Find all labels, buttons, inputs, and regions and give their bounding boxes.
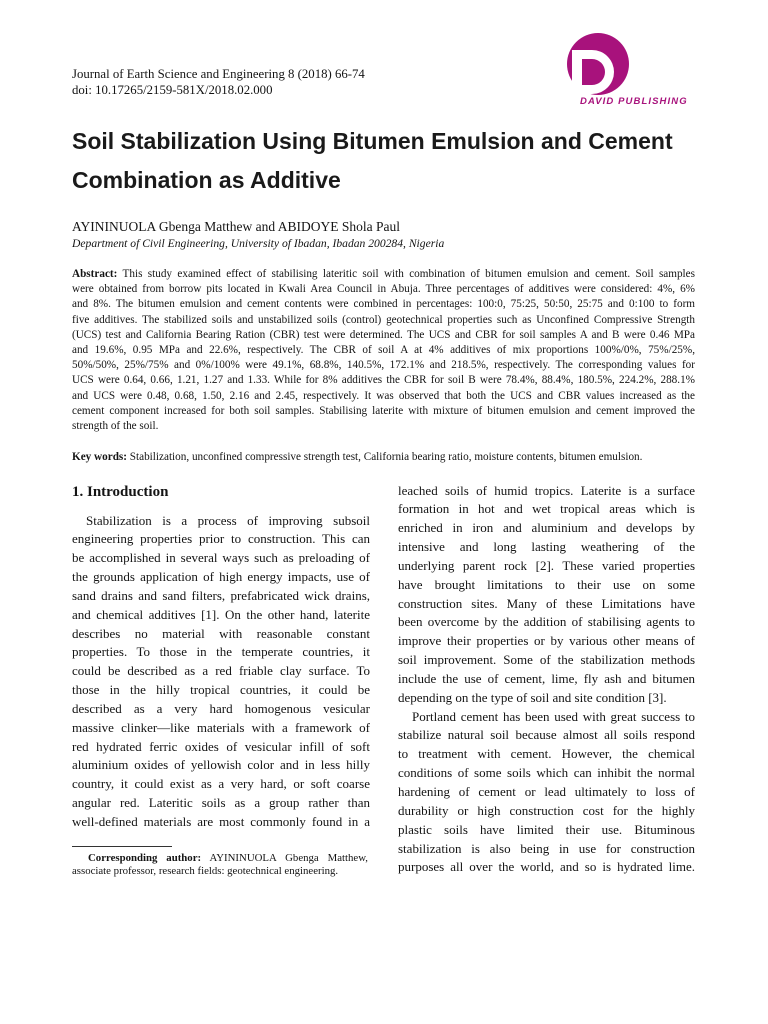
body-line: be accomplished in several ways such as preloading of <box>72 550 370 566</box>
title-line: Combination as Additive <box>72 167 341 193</box>
body-line: plastic soils have limited their use. Bituminous <box>398 821 695 837</box>
footnote <box>72 852 368 878</box>
body-line: engineering properties prior to construction. This can <box>72 531 370 547</box>
body-line: and chemical additives [1]. On the other hand, laterite <box>72 606 370 622</box>
journal-header <box>72 66 365 98</box>
body-line: described as a very hard homogenous vesicular <box>72 700 370 716</box>
keywords-label: Key words: <box>72 451 127 463</box>
title-line: Soil Stabilization Using Bitumen Emulsion and Cement <box>72 128 673 154</box>
body-line: Stabilization is a process of improving subsoil <box>86 512 370 528</box>
abstract-line: strength of the soil. <box>72 419 159 432</box>
section-heading: 1. Introduction <box>72 484 169 500</box>
body-line: could be described as a red friable clay surface. To <box>72 663 370 679</box>
abstract-line: UCS were 0.64, 0.66, 1.21, 1.27 and 1.33. While for 8% additives the CBR for soil B were 78.4%, 88.4%, 180.5%, 224.2%, 288.1% <box>72 374 695 387</box>
body-line: been overcome by the addition of stabilising agents to <box>398 614 695 630</box>
left-column <box>72 512 370 832</box>
body-line: to treatment with cement. However, the chemical <box>398 746 695 762</box>
body-line: stabilize natural soil because almost all soils respond <box>398 727 695 743</box>
body-line: sand drains and sand filters, prefabricated wick drains, <box>72 587 370 603</box>
body-line: conditions of some soils which can inhibit the normal <box>398 765 695 781</box>
body-line: depending on the type of soil and site condition [3]. <box>398 689 667 705</box>
body-line: Portland cement has been used with great success to <box>412 708 695 724</box>
affiliation: Department of Civil Engineering, University of Ibadan, Ibadan 200284, Nigeria <box>72 237 445 250</box>
body-line: the grounds application of high energy impacts, use of <box>72 569 370 585</box>
body-line: durability or high construction cost for the highly <box>398 802 695 818</box>
footnote-text: AYININUOLA Gbenga Matthew, <box>209 851 368 864</box>
body-line: intensive and long lasting weathering of the <box>398 539 695 555</box>
abstract-label: Abstract: <box>72 268 118 280</box>
body-line: leached soils of humid tropics. Laterite is a surface <box>398 482 695 498</box>
abstract-line: five additives. The stabilized soils and unstabilized soils (control) geotechnical properties such as Unconfined Compressive Strength <box>72 313 695 326</box>
abstract-line: and 19.6%, 0.95 MPa and 22.6%, respectively. The CBR of soil A at 4% additives of mix proportions 100%/0%, 75%/25%, <box>72 343 695 356</box>
body-line: soil improvement. Some of the stabilization methods <box>398 652 695 668</box>
abstract <box>72 267 695 434</box>
body-line: properties. To those in the temperate countries, it <box>72 644 370 660</box>
body-line: aluminium oxides of yellowish color and in less hilly <box>72 757 370 773</box>
body-line: describes no material with reasonable constant <box>72 625 370 641</box>
body-line: have brought limitations to their use on some <box>398 576 695 592</box>
body-line: purposes all over the world, and so is hydrated lime. <box>398 859 695 875</box>
abstract-line <box>72 267 695 282</box>
journal-citation: Journal of Earth Science and Engineering 8 (2018) 66-74 <box>72 67 365 81</box>
body-line: massive clinker—like materials with a framework of <box>72 719 370 735</box>
footnote-divider <box>72 846 172 847</box>
body-line: underlying parent rock [2]. These varied properties <box>398 557 695 573</box>
abstract-line: and UCS were 0.48, 0.68, 1.50, 2.16 and 2.45, respectively. It was observed that both the UCS and CBR values increased as the <box>72 389 695 402</box>
abstract-line: were obtained from borrow pits located in Kwali Area Council in Abuja. Three percentages of additives were considered: 4%, 6% <box>72 283 695 296</box>
doi: doi: 10.17265/2159-581X/2018.02.000 <box>72 83 273 97</box>
footnote-line <box>72 852 368 865</box>
publisher-logo-mark <box>560 28 636 100</box>
keywords <box>72 449 695 465</box>
abstract-line: 50%/50%, 25%/75% and 0%/100% were 49.1%, 68.8%, 140.5%, 172.1% and 218.5%, respectively. The corresponding values for <box>72 359 695 372</box>
right-column <box>398 482 695 878</box>
body-line: angular red. Lateritic soils as a group rather than <box>72 795 370 811</box>
abstract-line: (UCS) test and California Bearing Ration (CBR) test were determined. The UCS and CBR for soil samples A and B were 0.46 MPa <box>72 328 695 341</box>
body-line: hardening of cement or lead ultimately to loss of <box>398 784 695 799</box>
body-line: formation in hot and wet tropical areas which is <box>398 501 695 517</box>
body-line: include the use of cement, lime, fly ash and bitumen <box>398 670 695 686</box>
paper-title <box>72 122 673 200</box>
body-line: construction sites. Many of these Limitations have <box>398 595 695 611</box>
body-line: those in the hilly tropical countries, it could be <box>72 682 370 698</box>
footnote-line: associate professor, research fields: geotechnical engineering. <box>72 864 339 877</box>
publisher-logo-text: DAVID PUBLISHING <box>580 96 688 107</box>
body-line: enriched in iron and aluminium and develops by <box>398 520 695 536</box>
body-line: well-defined materials are most commonly found in a <box>72 814 370 829</box>
authors: AYININUOLA Gbenga Matthew and ABIDOYE Shola Paul <box>72 219 400 234</box>
abstract-text: This study examined effect of stabilising lateritic soil with combination of bitumen emulsion and cement. Soil samples <box>122 268 695 280</box>
body-line: improve their properties or by various other means of <box>398 633 695 649</box>
body-line: country, it could exist as a very hard, or soft coarse <box>72 776 370 792</box>
keywords-text: Stabilization, unconfined compressive strength test, California bearing ratio, moisture contents, bitumen emulsion. <box>129 451 643 463</box>
abstract-line: cement component increased for both soil samples. Stabilising laterite with mixture of bitumen emulsion and cement improved the <box>72 404 695 417</box>
footnote-label: Corresponding author: <box>88 851 202 864</box>
body-line: red hydrated ferric oxides of vesicular infill of soft <box>72 738 370 754</box>
abstract-line: and 8%. The bitumen emulsion and cement contents were combined in percentages: 100:0, 75:25, 50:50, 25:75 and 0:100 to form <box>72 298 695 311</box>
body-line: stabilization is also being in use for construction <box>398 840 695 856</box>
